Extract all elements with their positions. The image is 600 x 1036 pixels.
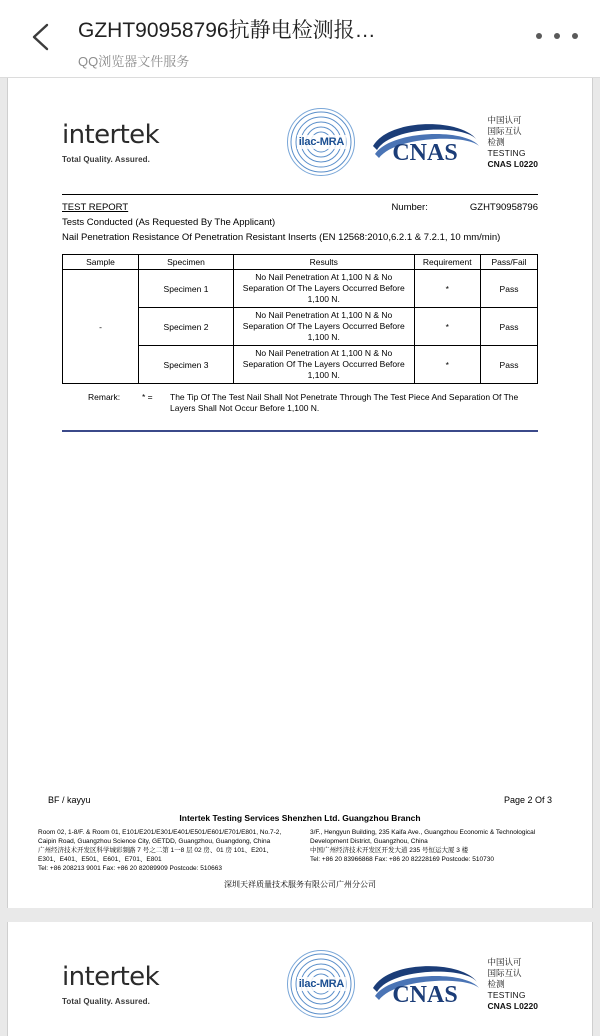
chevron-left-icon (28, 20, 54, 54)
cnas-line-cn2: 国际互认 (487, 125, 522, 136)
cell-results: No Nail Penetration At 1,100 N & No Separation Of The Layers Occurred Before 1,100 N. (234, 308, 415, 346)
header-results: Results (234, 255, 415, 270)
header-pass-fail: Pass/Fail (481, 255, 538, 270)
svg-text:CNAS: CNAS (392, 140, 459, 166)
app-bar-titles (78, 14, 510, 70)
test-report-label: TEST REPORT (62, 202, 129, 213)
report-header (32, 195, 568, 244)
cnas-line-cn3: 检测 (487, 978, 505, 989)
ilac-mra-logo (287, 108, 355, 176)
results-table (62, 254, 538, 384)
cell-results: No Nail Penetration At 1,100 N & No Separation Of The Layers Occurred Before 1,100 N. (234, 346, 415, 384)
number-value: GZHT90958796 (469, 202, 538, 213)
document-viewer[interactable] (0, 78, 600, 1036)
tests-conducted-line: Tests Conducted (As Requested By The Applicant) (62, 217, 276, 228)
cell-requirement: * (414, 270, 481, 308)
footer-company-cn: 深圳天祥质量技术服务有限公司广州分公司 (224, 880, 376, 889)
footer-address-left-cn: 广州经济技术开发区科学城彩频路 7 号之二第 1一8 层 02 房、01 房 101、E201、E301、E401、E501、E601、E701、E801 (38, 847, 273, 863)
cnas-line-en: TESTING (487, 989, 526, 1000)
cell-pass-fail: Pass (481, 308, 538, 346)
cnas-line-en: TESTING (487, 147, 526, 158)
results-table-wrap (32, 244, 568, 384)
svg-text:CNAS: CNAS (392, 982, 459, 1008)
header-requirement: Requirement (414, 255, 481, 270)
section-divider (62, 430, 538, 432)
more-dot (572, 33, 578, 39)
cnas-logo (369, 957, 538, 1012)
page-footer (32, 795, 568, 890)
footer-address-right-en: 3/F., Hengyun Building, 235 Kaifa Ave., Guangzhou Economic & Technological Development District, Guangzhou, China (310, 829, 536, 845)
footer-address-left (38, 828, 290, 873)
cnas-code: CNAS L0220 (487, 158, 538, 169)
table-row (63, 270, 538, 308)
cell-specimen: Specimen 2 (139, 308, 234, 346)
intertek-logo-text: intertek (62, 120, 160, 150)
header-sample: Sample (63, 255, 139, 270)
ilac-mra-logo (287, 950, 355, 1018)
intertek-logo (62, 120, 232, 164)
intertek-logo-text: intertek (62, 962, 160, 992)
cell-pass-fail: Pass (481, 346, 538, 384)
more-options-button[interactable] (536, 24, 578, 48)
cnas-line-cn1: 中国认可 (487, 114, 522, 125)
cnas-text-block (487, 115, 538, 170)
letterhead (32, 92, 568, 184)
cell-specimen: Specimen 3 (139, 346, 234, 384)
cell-specimen: Specimen 1 (139, 270, 234, 308)
remark-block (32, 384, 568, 414)
document-page-next (7, 922, 593, 1036)
cnas-line-cn3: 检测 (487, 136, 505, 147)
cnas-logo (369, 115, 538, 170)
cell-results: No Nail Penetration At 1,100 N & No Separation Of The Layers Occurred Before 1,100 N. (234, 270, 415, 308)
accreditation-marks (287, 950, 538, 1018)
remark-label: Remark: (88, 392, 121, 402)
table-header-row (63, 255, 538, 270)
remark-text: The Tip Of The Test Nail Shall Not Penetrate Through The Test Piece And Separation Of The Layers Shall Not Occur Before 1,100 N. (170, 392, 519, 413)
app-bar-subtitle: QQ浏览器文件服务 (78, 54, 190, 69)
cell-requirement: * (414, 346, 481, 384)
accreditation-marks (287, 108, 538, 176)
footer-page-label: Page 2 Of 3 (503, 795, 552, 805)
cnas-line-cn1: 中国认可 (487, 956, 522, 967)
footer-address-left-en: Room 02, 1-8/F. & Room 01, E101/E201/E301/E401/E501/E601/E701/E801, No.7-2, Caipin Road, Guangzhou Science City, GETDD, Guangzhou, Guangdong, China (38, 829, 282, 845)
more-dot (536, 33, 542, 39)
test-method-line: Nail Penetration Resistance Of Penetration Resistant Inserts (EN 12568:2010,6.2.1 & 7.2.1, 10 mm/min) (62, 232, 501, 243)
footer-tel-left: Tel: +86 208213 9001 Fax: +86 20 82089909 Postcode: 510663 (38, 865, 222, 872)
footer-company-name: Intertek Testing Services Shenzhen Ltd. Guangzhou Branch (179, 813, 421, 823)
page-separator (0, 908, 600, 922)
cnas-code: CNAS L0220 (487, 1000, 538, 1011)
cell-requirement: * (414, 308, 481, 346)
number-label: Number: (391, 202, 428, 213)
cnas-line-cn2: 国际互认 (487, 967, 522, 978)
letterhead-next (32, 944, 568, 1018)
back-button[interactable] (28, 20, 54, 54)
ilac-mra-text: ilac-MRA (298, 136, 345, 148)
page-title: GZHT90958796抗静电检测报… (78, 19, 376, 42)
footer-left-code: BF / kayyu (48, 795, 91, 805)
cell-pass-fail: Pass (481, 270, 538, 308)
document-page (7, 78, 593, 908)
footer-tel-right: Tel: +86 20 83966868 Fax: +86 20 82228169 Postcode: 510730 (310, 856, 494, 863)
cnas-swoosh-icon (369, 958, 481, 1010)
cnas-swoosh-icon (369, 116, 481, 168)
ilac-mra-text: ilac-MRA (298, 978, 345, 990)
remark-star: * = (142, 392, 153, 402)
intertek-tagline: Total Quality. Assured. (62, 155, 150, 164)
cnas-text-block (487, 957, 538, 1012)
app-bar (0, 0, 600, 78)
footer-address-right-cn: 中国广州经济技术开发区开发大道 235 号恒运大厦 3 楼 (310, 847, 469, 854)
intertek-tagline: Total Quality. Assured. (62, 997, 150, 1006)
header-specimen: Specimen (139, 255, 234, 270)
more-dot (554, 33, 560, 39)
report-number-block (391, 201, 538, 214)
footer-address-right (310, 828, 562, 873)
cell-sample-mark: - (63, 270, 139, 384)
intertek-logo (62, 962, 232, 1006)
